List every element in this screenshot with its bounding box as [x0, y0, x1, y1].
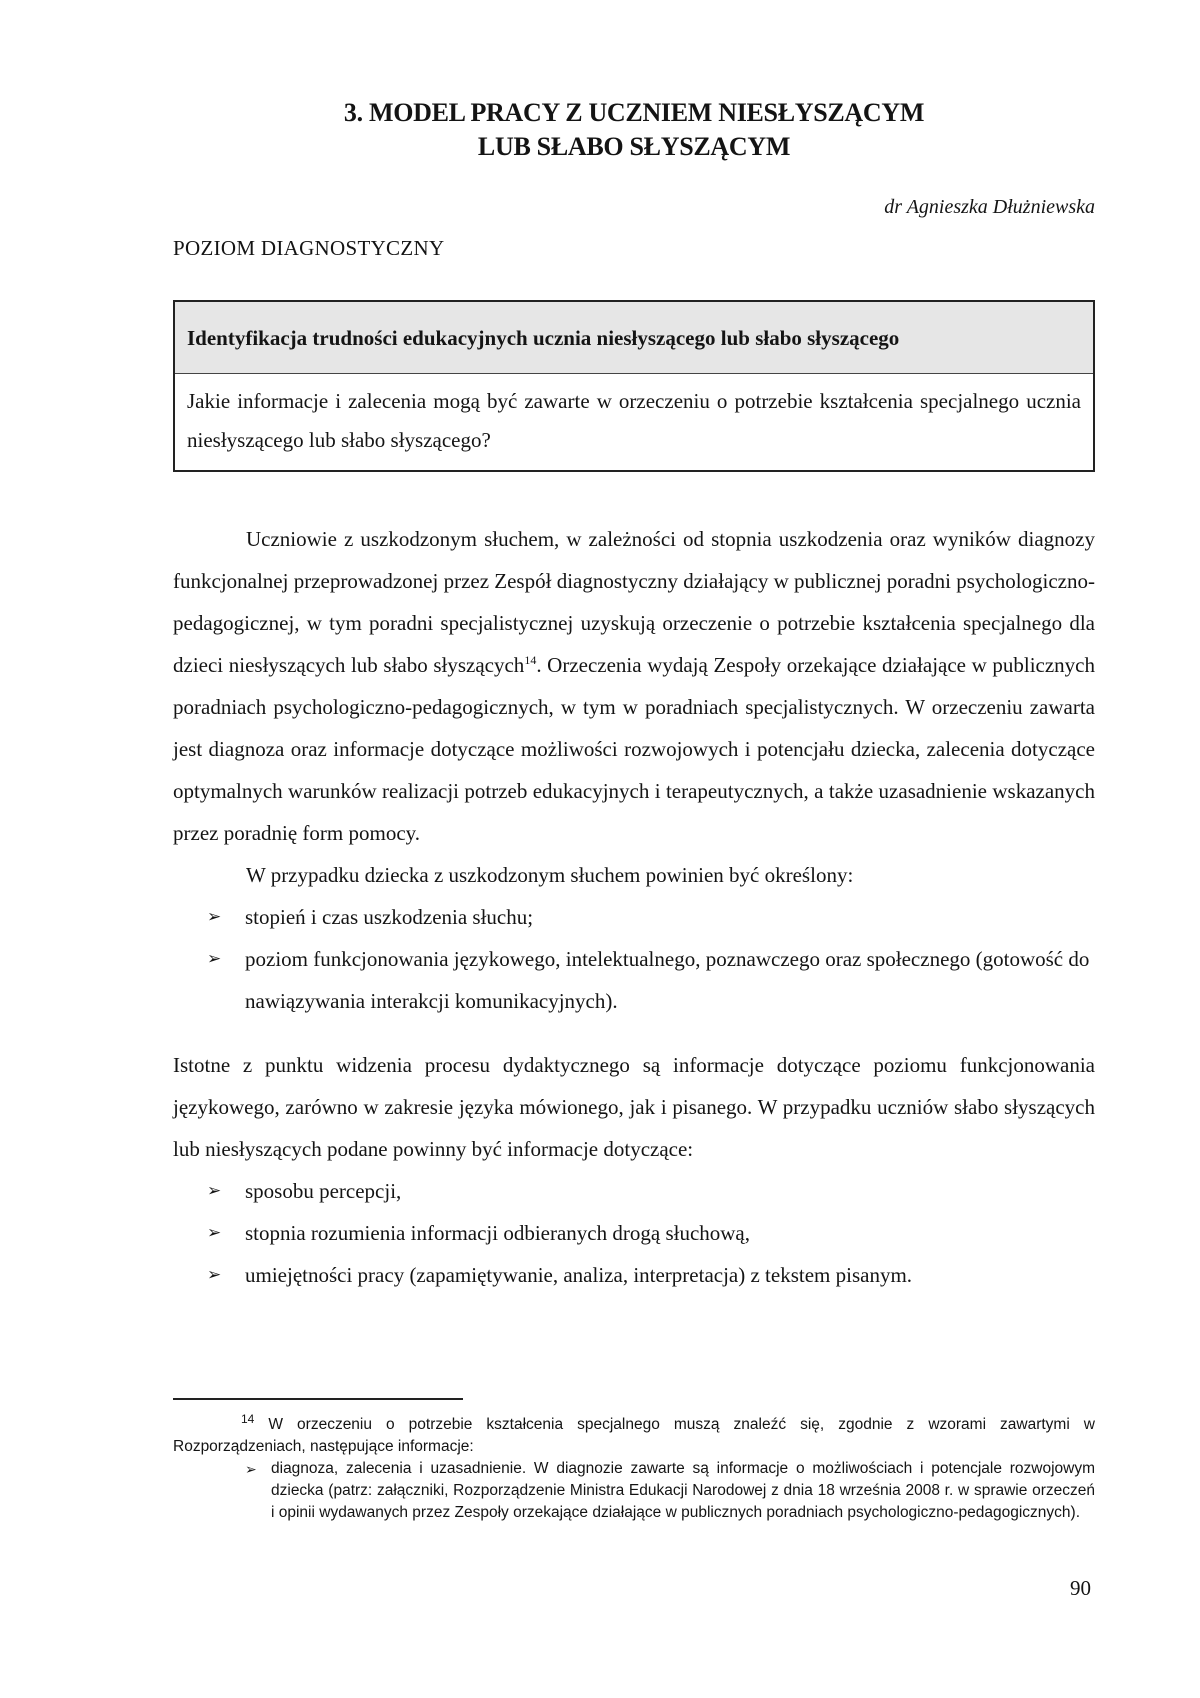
question-box-heading: Identyfikacja trudności edukacyjnych ucznia niesłyszącego lub słabo słyszącego	[175, 302, 1093, 374]
list-item-text: stopień i czas uszkodzenia słuchu;	[245, 905, 534, 929]
page-number: 90	[1070, 1576, 1091, 1600]
arrow-bullet-icon: ➢	[207, 1265, 222, 1285]
list-1	[173, 896, 1095, 1022]
footnote-list-item-text: diagnoza, zalecenia i uzasadnienie. W diagnozie zawarte są informacje o możliwościach i potencjale rozwojowym dziecka (patrz: załączniki, Rozporządzenie Ministra Edukacji Narodowej z dnia 18 września 2008 r. w sprawie orzeczeń i opinii wydawanych przez Zespoły orzekające działające w publicznych poradniach psychologiczno-pedagogicznych).	[271, 1460, 1095, 1521]
document-page	[173, 0, 1095, 1698]
footnote-list-item	[173, 1458, 1095, 1524]
chapter-title	[173, 96, 1095, 164]
list-item	[173, 1254, 1095, 1296]
question-box	[173, 300, 1095, 472]
body-text	[173, 518, 1095, 1296]
chapter-title-line-1: 3. MODEL PRACY Z UCZNIEM NIESŁYSZĄCYM	[343, 98, 925, 127]
footnote-number: 14	[241, 1411, 255, 1426]
list-item	[173, 896, 1095, 938]
arrow-bullet-icon: ➢	[207, 1181, 222, 1201]
paragraph-2: W przypadku dziecka z uszkodzonym słuchem powinien być określony:	[246, 863, 854, 887]
footnote-reference[interactable]: 14	[524, 653, 537, 667]
paragraph-1-part-b: . Orzeczenia wydają Zespoły orzekające działające w publicznych poradniach psychologiczno-pedagogicznych, w tym w poradniach specjalistycznych. W orzeczeniu zawarta jest diagnoza oraz informacje dotyczące możliwości rozwojowych i potencjału dziecka, zalecenia dotyczące optymalnych warunków realizacji potrzeb edukacyjnych i terapeutycznych, a także uzasadnienie wskazanych przez poradnię form pomocy.	[173, 653, 1096, 845]
paragraph-3: Istotne z punktu widzenia procesu dydaktycznego są informacje dotyczące poziomu funkcjonowania językowego, zarówno w zakresie języka mówionego, jak i pisanego. W przypadku uczniów słabo słyszących lub niesłyszących podane powinny być informacje dotyczące:	[173, 1053, 1095, 1161]
list-item	[173, 1170, 1095, 1212]
list-item-text: umiejętności pracy (zapamiętywanie, analiza, interpretacja) z tekstem pisanym.	[245, 1263, 913, 1287]
arrow-bullet-icon: ➢	[207, 949, 222, 969]
footnote-divider	[173, 1398, 463, 1400]
footnote-text	[173, 1411, 1096, 1458]
list-2	[173, 1170, 1095, 1296]
question-box-question: Jakie informacje i zalecenia mogą być zawarte w orzeczeniu o potrzebie kształcenia specjalnego ucznia niesłyszącego lub słabo słyszącego?	[187, 389, 1081, 452]
arrow-bullet-icon: ➢	[245, 1461, 257, 1477]
section-label: POZIOM DIAGNOSTYCZNY	[173, 236, 445, 260]
author-name: dr Agnieszka Dłużniewska	[884, 196, 1095, 218]
list-item-text: poziom funkcjonowania językowego, intelektualnego, poznawczego oraz społecznego (gotowość do nawiązywania interakcji komunikacyjnych).	[245, 947, 1090, 1013]
footnote	[173, 1411, 1096, 1524]
list-item-text: stopnia rozumienia informacji odbieranych drogą słuchową,	[245, 1221, 751, 1245]
arrow-bullet-icon: ➢	[207, 1223, 222, 1243]
chapter-title-line-2: LUB SŁABO SŁYSZĄCYM	[477, 132, 791, 161]
list-item-text: sposobu percepcji,	[245, 1179, 402, 1203]
arrow-bullet-icon: ➢	[207, 907, 222, 927]
footnote-body: W orzeczeniu o potrzebie kształcenia specjalnego muszą znaleźć się, zgodnie z wzorami zawartymi w Rozporządzeniach, następujące informacje:	[173, 1416, 1096, 1455]
list-item	[173, 938, 1095, 1022]
paragraph-1-part-a: Uczniowie z uszkodzonym słuchem, w zależności od stopnia uszkodzenia oraz wyników diagnozy funkcjonalnej przeprowadzonej przez Zespół diagnostyczny działający w publicznej poradni psychologiczno-pedagogicznej, w tym poradni specjalistycznej uzyskują orzeczenie o potrzebie kształcenia specjalnego dla dzieci niesłyszących lub słabo słyszących	[173, 527, 1095, 677]
list-item	[173, 1212, 1095, 1254]
paragraph-1	[173, 518, 1095, 854]
